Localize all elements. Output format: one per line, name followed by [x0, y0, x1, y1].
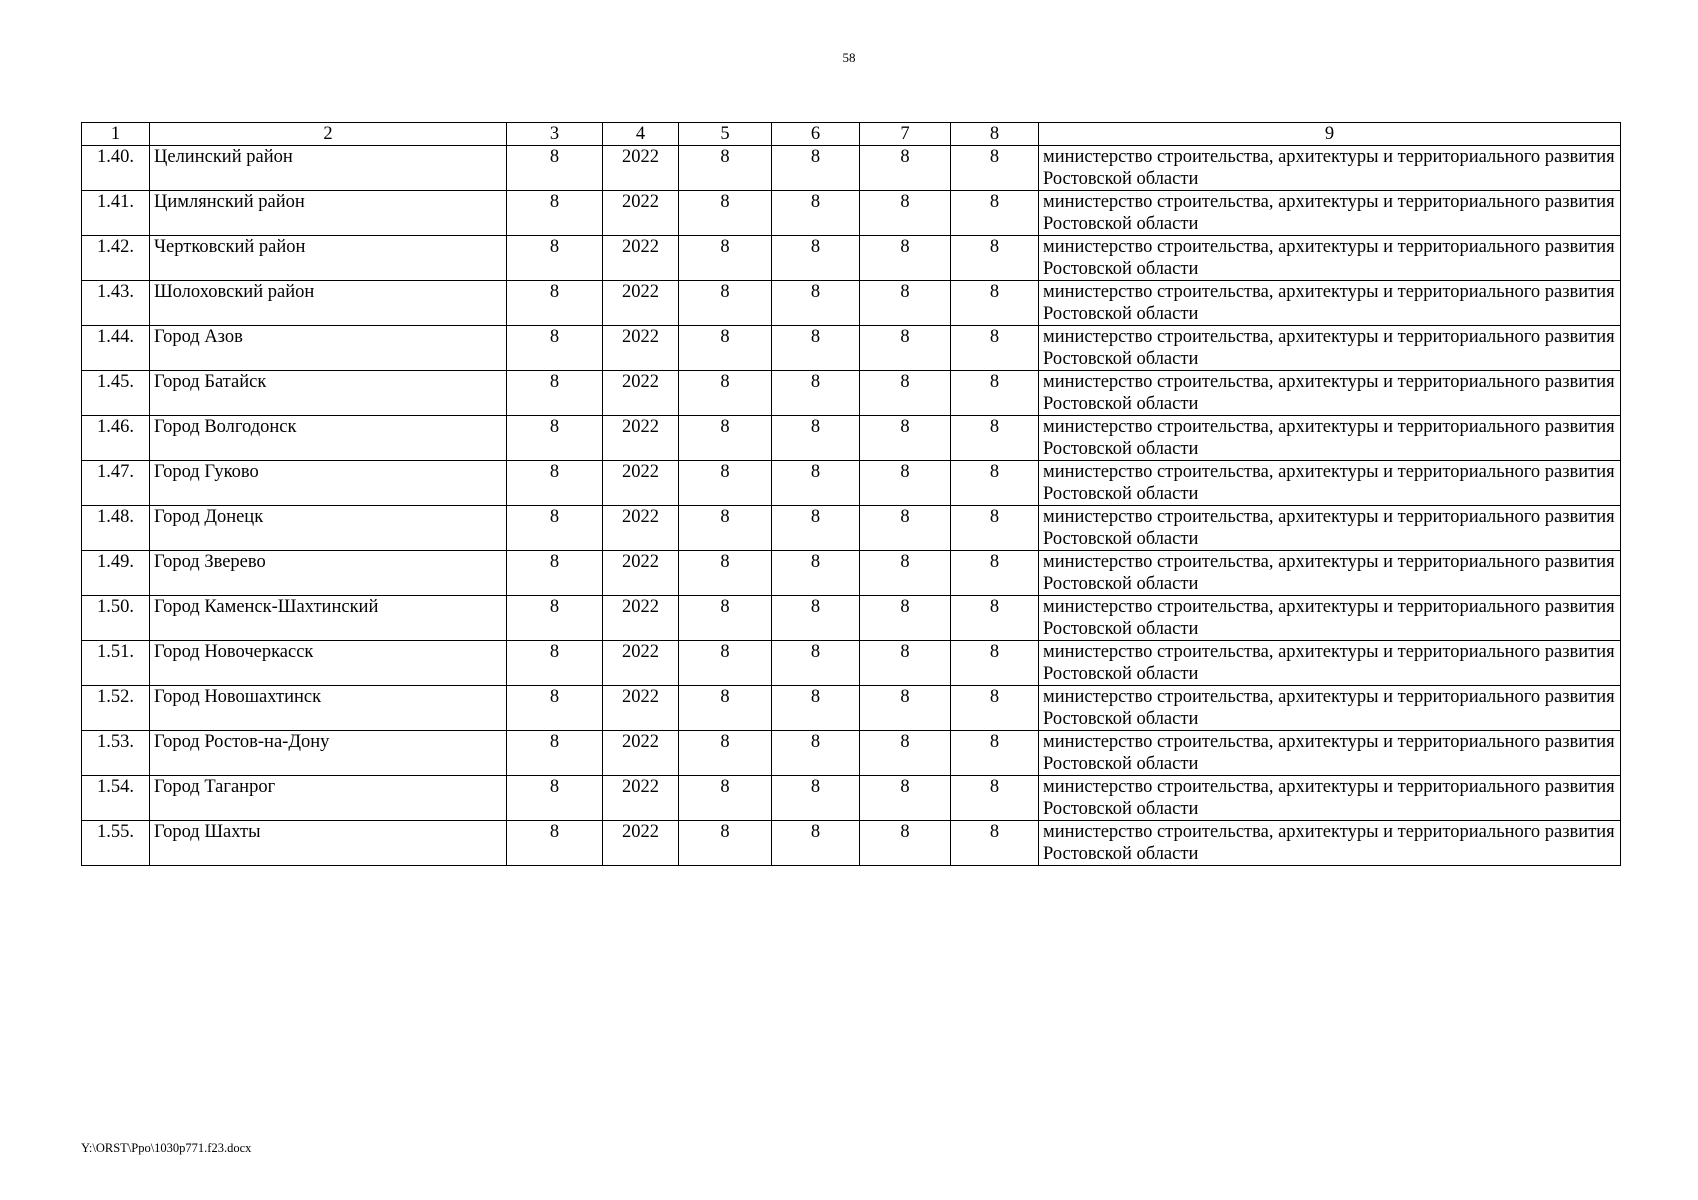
responsible-executor-cell: министерство строительства, архитектуры и территориального развития Ростовской области [1039, 416, 1621, 461]
value-cell-col5: 8 [679, 326, 772, 371]
territory-name-cell: Чертковский район [150, 236, 507, 281]
territory-name-cell: Целинский район [150, 146, 507, 191]
year-cell: 2022 [603, 551, 679, 596]
year-cell: 2022 [603, 281, 679, 326]
value-cell-col5: 8 [679, 596, 772, 641]
responsible-executor-cell: министерство строительства, архитектуры и территориального развития Ростовской области [1039, 731, 1621, 776]
value-cell-col5: 8 [679, 641, 772, 686]
row-number-cell: 1.45. [82, 371, 150, 416]
value-cell-col5: 8 [679, 191, 772, 236]
value-cell-col5: 8 [679, 281, 772, 326]
value-cell-col5: 8 [679, 461, 772, 506]
territory-name-cell: Шолоховский район [150, 281, 507, 326]
table-row [82, 326, 1621, 371]
value-cell-col8: 8 [951, 326, 1039, 371]
row-number-cell: 1.55. [82, 821, 150, 866]
value-cell-col7: 8 [860, 596, 951, 641]
table-row [82, 596, 1621, 641]
row-number-cell: 1.49. [82, 551, 150, 596]
responsible-executor-cell: министерство строительства, архитектуры и территориального развития Ростовской области [1039, 776, 1621, 821]
value-cell-col7: 8 [860, 551, 951, 596]
row-number-cell: 1.54. [82, 776, 150, 821]
year-cell: 2022 [603, 731, 679, 776]
value-cell-col6: 8 [772, 551, 860, 596]
value-cell-col3: 8 [507, 506, 603, 551]
year-cell: 2022 [603, 461, 679, 506]
territory-name-cell: Город Азов [150, 326, 507, 371]
year-cell: 2022 [603, 686, 679, 731]
value-cell-col3: 8 [507, 461, 603, 506]
value-cell-col3: 8 [507, 776, 603, 821]
value-cell-col5: 8 [679, 821, 772, 866]
row-number-cell: 1.50. [82, 596, 150, 641]
year-cell: 2022 [603, 506, 679, 551]
table-row [82, 281, 1621, 326]
table-row [82, 551, 1621, 596]
territory-name-cell: Город Шахты [150, 821, 507, 866]
year-cell: 2022 [603, 236, 679, 281]
value-cell-col6: 8 [772, 776, 860, 821]
territory-name-cell: Город Батайск [150, 371, 507, 416]
year-cell: 2022 [603, 641, 679, 686]
responsible-executor-cell: министерство строительства, архитектуры и территориального развития Ростовской области [1039, 326, 1621, 371]
value-cell-col8: 8 [951, 416, 1039, 461]
value-cell-col3: 8 [507, 236, 603, 281]
responsible-executor-cell: министерство строительства, архитектуры и территориального развития Ростовской области [1039, 821, 1621, 866]
year-cell: 2022 [603, 371, 679, 416]
value-cell-col6: 8 [772, 416, 860, 461]
value-cell-col7: 8 [860, 146, 951, 191]
value-cell-col8: 8 [951, 191, 1039, 236]
value-cell-col5: 8 [679, 776, 772, 821]
row-number-cell: 1.48. [82, 506, 150, 551]
responsible-executor-cell: министерство строительства, архитектуры и территориального развития Ростовской области [1039, 641, 1621, 686]
value-cell-col3: 8 [507, 146, 603, 191]
column-header: 9 [1039, 123, 1621, 146]
value-cell-col8: 8 [951, 371, 1039, 416]
value-cell-col7: 8 [860, 461, 951, 506]
column-header: 5 [679, 123, 772, 146]
value-cell-col5: 8 [679, 416, 772, 461]
value-cell-col3: 8 [507, 596, 603, 641]
value-cell-col6: 8 [772, 596, 860, 641]
table-row [82, 776, 1621, 821]
value-cell-col6: 8 [772, 731, 860, 776]
value-cell-col7: 8 [860, 371, 951, 416]
value-cell-col7: 8 [860, 686, 951, 731]
value-cell-col3: 8 [507, 641, 603, 686]
value-cell-col5: 8 [679, 146, 772, 191]
value-cell-col5: 8 [679, 731, 772, 776]
value-cell-col8: 8 [951, 506, 1039, 551]
value-cell-col7: 8 [860, 281, 951, 326]
row-number-cell: 1.41. [82, 191, 150, 236]
value-cell-col5: 8 [679, 551, 772, 596]
value-cell-col8: 8 [951, 641, 1039, 686]
responsible-executor-cell: министерство строительства, архитектуры и территориального развития Ростовской области [1039, 371, 1621, 416]
value-cell-col3: 8 [507, 191, 603, 236]
year-cell: 2022 [603, 191, 679, 236]
value-cell-col3: 8 [507, 686, 603, 731]
territory-name-cell: Цимлянский район [150, 191, 507, 236]
value-cell-col8: 8 [951, 596, 1039, 641]
value-cell-col8: 8 [951, 551, 1039, 596]
footer-file-path: Y:\ORST\Ppo\1030p771.f23.docx [81, 1141, 252, 1155]
value-cell-col6: 8 [772, 326, 860, 371]
row-number-cell: 1.44. [82, 326, 150, 371]
responsible-executor-cell: министерство строительства, архитектуры и территориального развития Ростовской области [1039, 686, 1621, 731]
territory-name-cell: Город Новочеркасск [150, 641, 507, 686]
table-row [82, 461, 1621, 506]
table-row [82, 146, 1621, 191]
value-cell-col7: 8 [860, 416, 951, 461]
responsible-executor-cell: министерство строительства, архитектуры и территориального развития Ростовской области [1039, 461, 1621, 506]
year-cell: 2022 [603, 596, 679, 641]
value-cell-col7: 8 [860, 191, 951, 236]
value-cell-col6: 8 [772, 191, 860, 236]
value-cell-col6: 8 [772, 461, 860, 506]
table-row [82, 731, 1621, 776]
row-number-cell: 1.52. [82, 686, 150, 731]
value-cell-col5: 8 [679, 236, 772, 281]
table-row [82, 371, 1621, 416]
territory-name-cell: Город Ростов-на-Дону [150, 731, 507, 776]
value-cell-col7: 8 [860, 326, 951, 371]
table-row [82, 641, 1621, 686]
row-number-cell: 1.42. [82, 236, 150, 281]
value-cell-col3: 8 [507, 281, 603, 326]
row-number-cell: 1.46. [82, 416, 150, 461]
value-cell-col8: 8 [951, 146, 1039, 191]
column-header: 1 [82, 123, 150, 146]
responsible-executor-cell: министерство строительства, архитектуры и территориального развития Ростовской области [1039, 281, 1621, 326]
row-number-cell: 1.53. [82, 731, 150, 776]
value-cell-col6: 8 [772, 281, 860, 326]
responsible-executor-cell: министерство строительства, архитектуры и территориального развития Ростовской области [1039, 506, 1621, 551]
table-header-row [82, 123, 1621, 146]
value-cell-col5: 8 [679, 506, 772, 551]
territory-name-cell: Город Новошахтинск [150, 686, 507, 731]
year-cell: 2022 [603, 146, 679, 191]
page-number: 58 [842, 50, 856, 65]
value-cell-col8: 8 [951, 461, 1039, 506]
value-cell-col7: 8 [860, 731, 951, 776]
row-number-cell: 1.40. [82, 146, 150, 191]
territory-name-cell: Город Донецк [150, 506, 507, 551]
value-cell-col7: 8 [860, 641, 951, 686]
column-header: 2 [150, 123, 507, 146]
responsible-executor-cell: министерство строительства, архитектуры и территориального развития Ростовской области [1039, 596, 1621, 641]
value-cell-col7: 8 [860, 821, 951, 866]
table-row [82, 821, 1621, 866]
value-cell-col3: 8 [507, 821, 603, 866]
value-cell-col3: 8 [507, 416, 603, 461]
value-cell-col3: 8 [507, 731, 603, 776]
responsible-executor-cell: министерство строительства, архитектуры и территориального развития Ростовской области [1039, 191, 1621, 236]
row-number-cell: 1.47. [82, 461, 150, 506]
table-row [82, 236, 1621, 281]
value-cell-col6: 8 [772, 506, 860, 551]
territory-name-cell: Город Гуково [150, 461, 507, 506]
value-cell-col5: 8 [679, 371, 772, 416]
territory-name-cell: Город Таганрог [150, 776, 507, 821]
table-row [82, 416, 1621, 461]
value-cell-col8: 8 [951, 731, 1039, 776]
row-number-cell: 1.43. [82, 281, 150, 326]
value-cell-col6: 8 [772, 371, 860, 416]
column-header: 8 [951, 123, 1039, 146]
value-cell-col8: 8 [951, 686, 1039, 731]
value-cell-col6: 8 [772, 686, 860, 731]
table-body [82, 146, 1621, 866]
value-cell-col3: 8 [507, 551, 603, 596]
table-row [82, 686, 1621, 731]
column-header: 4 [603, 123, 679, 146]
value-cell-col8: 8 [951, 281, 1039, 326]
value-cell-col6: 8 [772, 236, 860, 281]
value-cell-col6: 8 [772, 641, 860, 686]
value-cell-col5: 8 [679, 686, 772, 731]
value-cell-col7: 8 [860, 236, 951, 281]
territory-name-cell: Город Волгодонск [150, 416, 507, 461]
value-cell-col8: 8 [951, 236, 1039, 281]
responsible-executor-cell: министерство строительства, архитектуры и территориального развития Ростовской области [1039, 236, 1621, 281]
data-table [81, 122, 1621, 866]
year-cell: 2022 [603, 416, 679, 461]
value-cell-col7: 8 [860, 776, 951, 821]
column-header: 3 [507, 123, 603, 146]
value-cell-col6: 8 [772, 821, 860, 866]
value-cell-col7: 8 [860, 506, 951, 551]
table-row [82, 506, 1621, 551]
column-header: 6 [772, 123, 860, 146]
row-number-cell: 1.51. [82, 641, 150, 686]
year-cell: 2022 [603, 776, 679, 821]
value-cell-col3: 8 [507, 371, 603, 416]
year-cell: 2022 [603, 326, 679, 371]
value-cell-col3: 8 [507, 326, 603, 371]
value-cell-col8: 8 [951, 776, 1039, 821]
territory-name-cell: Город Каменск-Шахтинский [150, 596, 507, 641]
responsible-executor-cell: министерство строительства, архитектуры и территориального развития Ростовской области [1039, 551, 1621, 596]
value-cell-col6: 8 [772, 146, 860, 191]
value-cell-col8: 8 [951, 821, 1039, 866]
column-header: 7 [860, 123, 951, 146]
table-row [82, 191, 1621, 236]
territory-name-cell: Город Зверево [150, 551, 507, 596]
responsible-executor-cell: министерство строительства, архитектуры и территориального развития Ростовской области [1039, 146, 1621, 191]
year-cell: 2022 [603, 821, 679, 866]
